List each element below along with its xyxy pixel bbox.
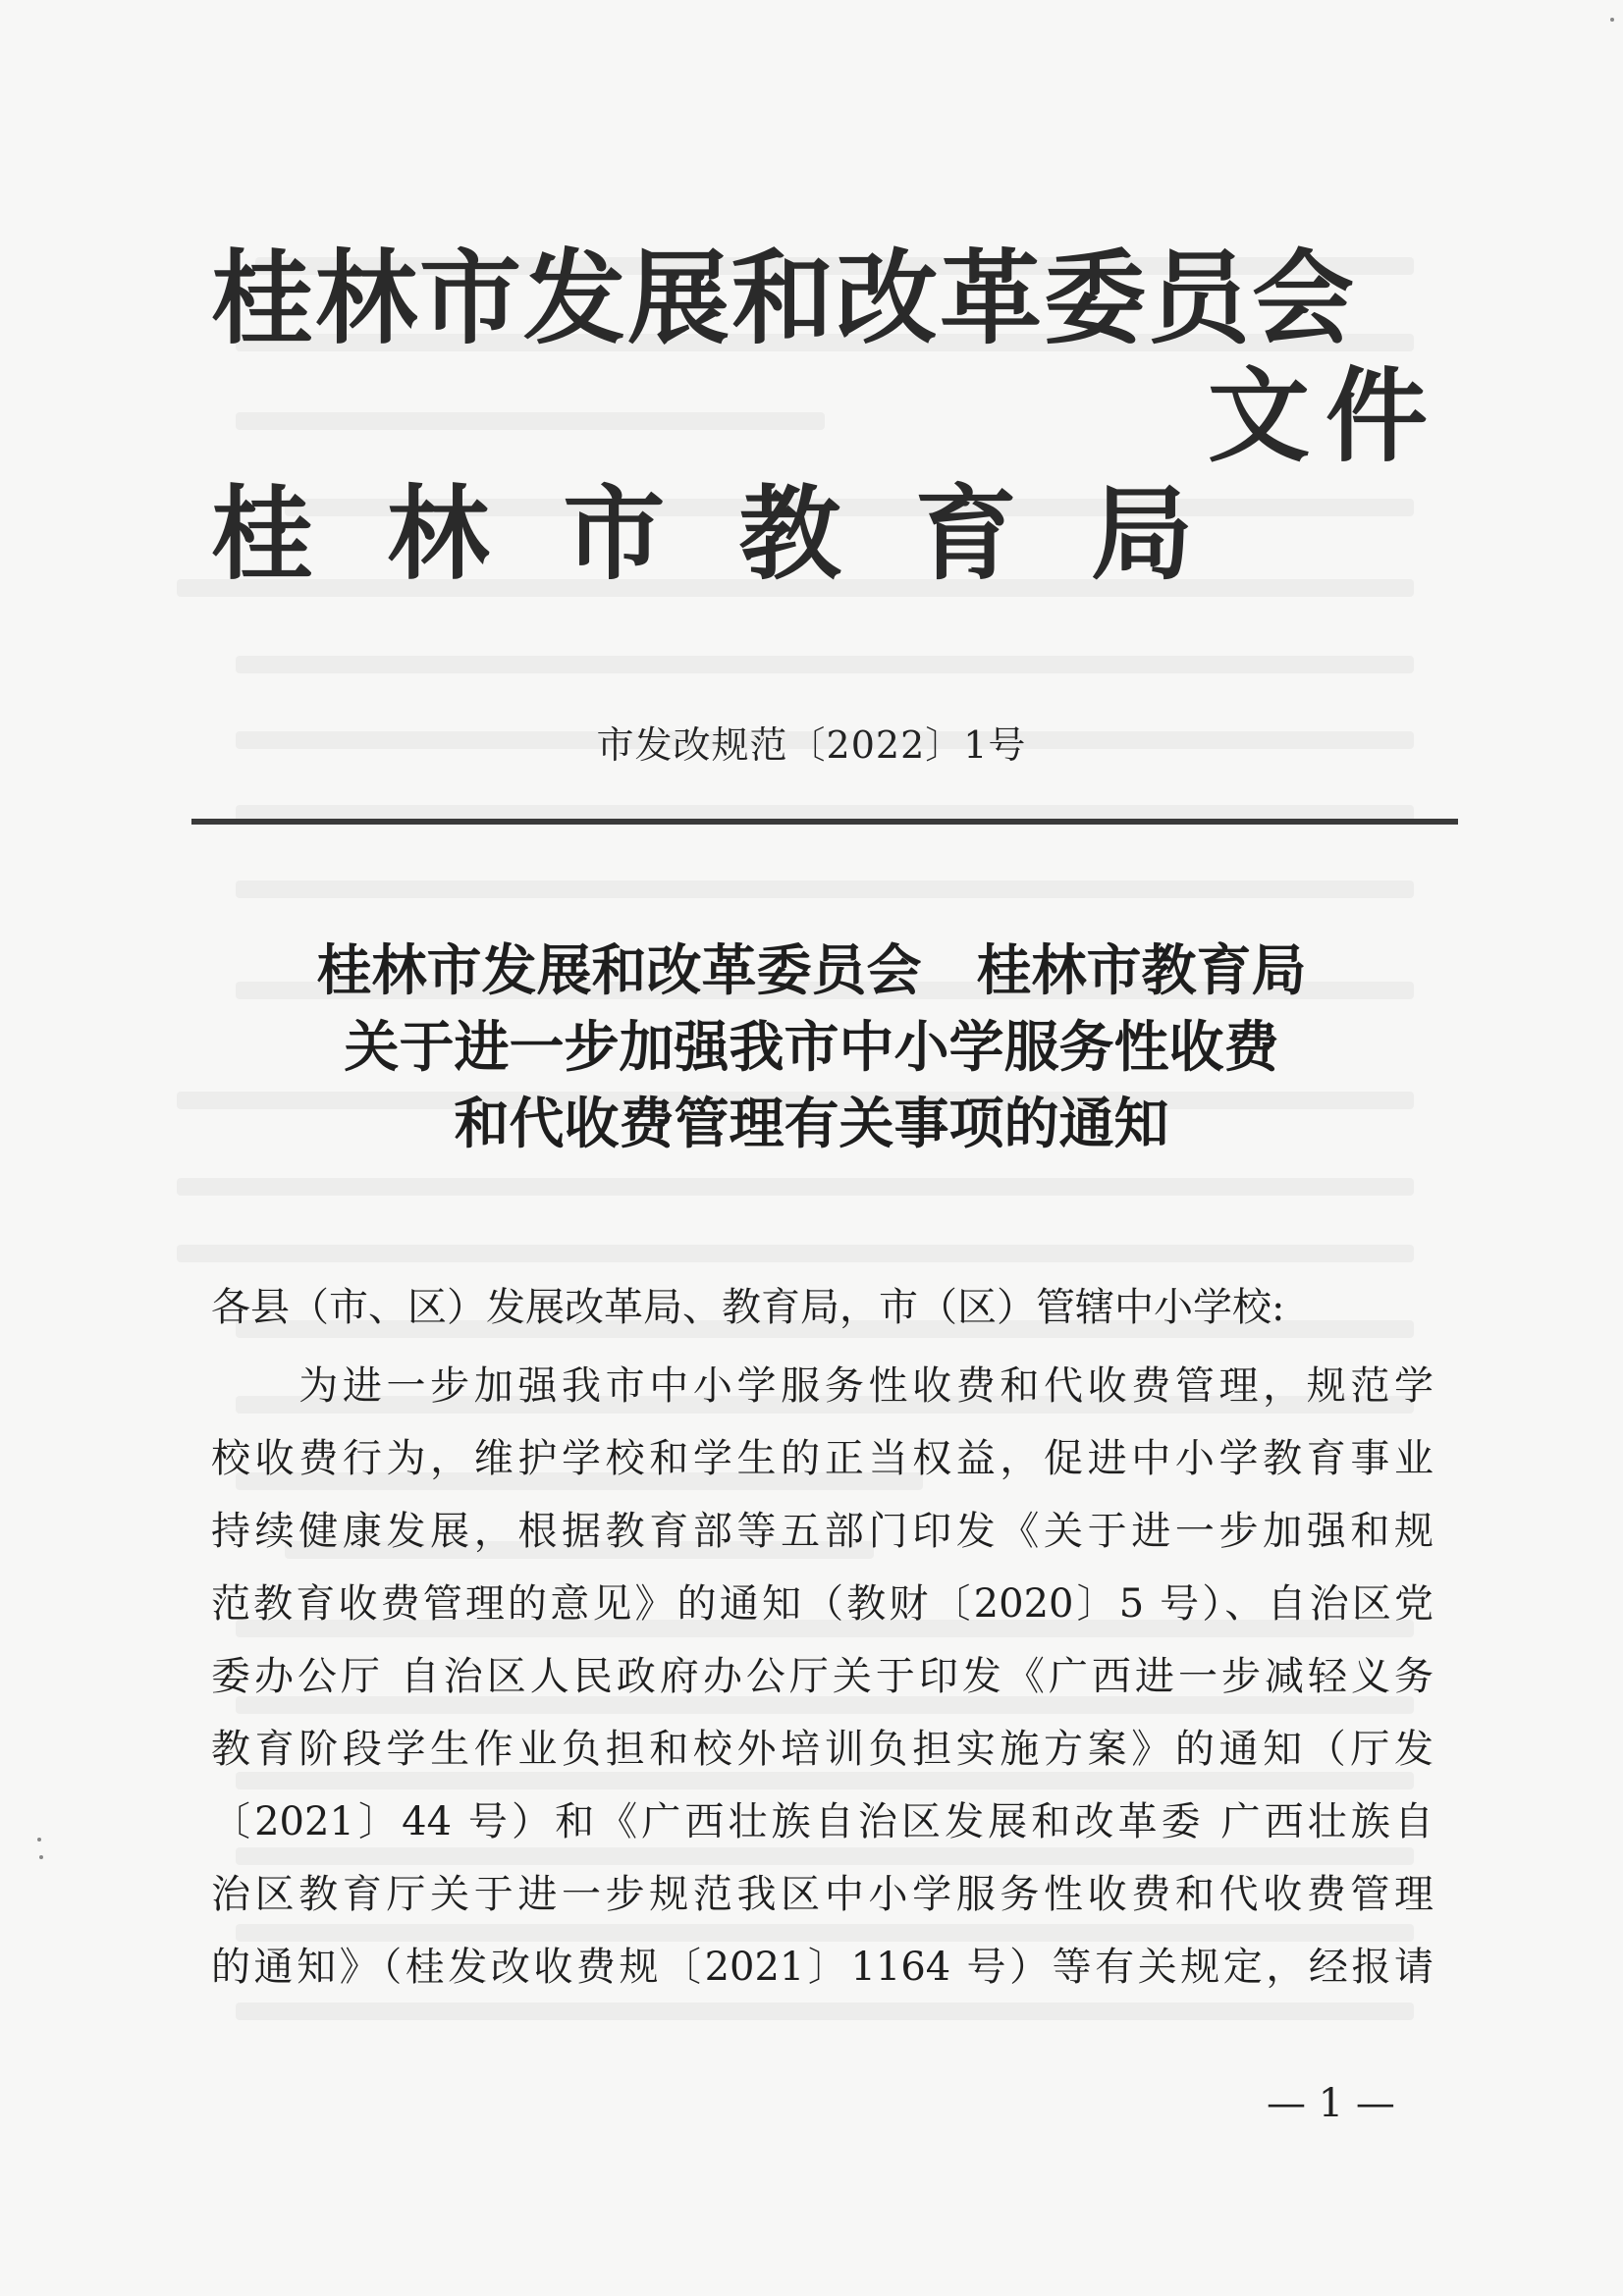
- title-line: 桂林市发展和改革委员会 桂林市教育局: [316, 938, 1307, 1003]
- body-line: 持续健康发展，根据教育部等五部门印发《关于进一步加强和规: [211, 1509, 1434, 1554]
- header-char: 市: [563, 473, 666, 594]
- body-line: 委办公厅 自治区人民政府办公厅关于印发《广西进一步减轻义务: [211, 1654, 1434, 1699]
- document-number: 市发改规范〔2022〕1号: [596, 723, 1027, 767]
- scan-speck: [37, 1838, 41, 1842]
- body-line: 的通知》（桂发改收费规〔2021〕1164 号）等有关规定，经报请: [211, 1945, 1434, 1990]
- body-line: 校收费行为，维护学校和学生的正当权益，促进中小学教育事业: [211, 1436, 1434, 1481]
- body-line: 为进一步加强我市中小学服务性收费和代收费管理，规范学: [211, 1363, 1434, 1409]
- salutation: 各县（市、区）发展改革局、教育局，市（区）管辖中小学校:: [211, 1285, 1285, 1330]
- scan-speck: [39, 1855, 43, 1859]
- header-org-name: 桂林市发展和改革委员会: [211, 238, 1357, 358]
- header-char: 教: [738, 473, 841, 594]
- body-line: 治区教育厅关于进一步规范我区中小学服务性收费和代收费管理: [211, 1872, 1434, 1917]
- header-char: 林: [387, 473, 490, 594]
- page-number: — 1 —: [1267, 2081, 1395, 2126]
- header-char: 育: [914, 473, 1017, 594]
- scan-speck: [1610, 18, 1614, 22]
- body-line: 教育阶段学生作业负担和校外培训负担实施方案》的通知（厅发: [211, 1727, 1434, 1772]
- header-divider: [191, 819, 1458, 825]
- body-line: 〔2021〕44 号）和《广西壮族自治区发展和改革委 广西壮族自: [211, 1799, 1434, 1844]
- header-char: 桂: [211, 473, 314, 594]
- body-line: 范教育收费管理的意见》的通知（教财〔2020〕5 号）、自治区党: [211, 1581, 1434, 1627]
- header-char: 局: [1090, 473, 1193, 594]
- title-line: 和代收费管理有关事项的通知: [454, 1092, 1169, 1156]
- body-paragraph: [211, 1350, 1434, 2003]
- document-title: [0, 933, 1623, 1162]
- header-document-label: 文件: [1208, 355, 1444, 476]
- title-line: 关于进一步加强我市中小学服务性收费: [344, 1015, 1279, 1080]
- header-org-name-2: [211, 452, 1193, 599]
